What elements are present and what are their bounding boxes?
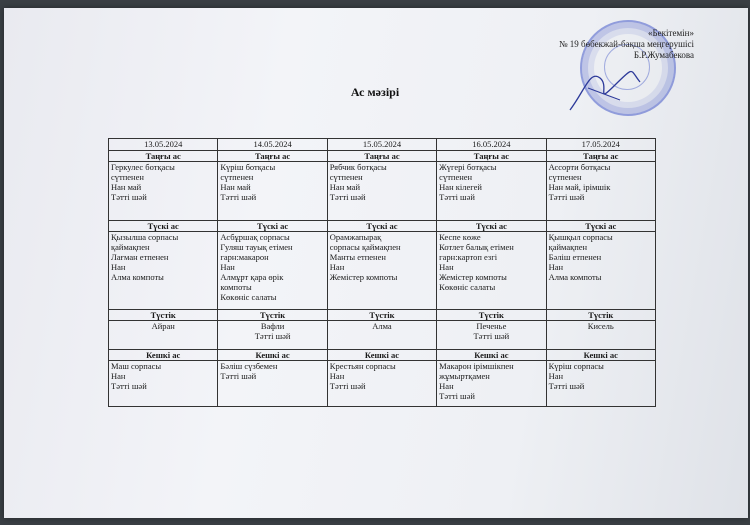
dish-item: Котлет балық етімен <box>439 242 514 252</box>
dish-item: Кеспе көже <box>439 232 481 242</box>
dish-item: Нан май <box>220 182 251 192</box>
dish-item: сүтпенен <box>220 172 254 182</box>
meal-label: Түскі ас <box>327 221 436 232</box>
dish-item: сүтпенен <box>329 172 363 182</box>
dish-item: Нан <box>111 262 126 272</box>
menu-cell <box>546 232 655 310</box>
meal-label: Таңғы ас <box>109 151 218 162</box>
dish-item: Геркулес ботқасы <box>111 162 175 172</box>
approval-heading: «Бекітемін» <box>648 28 694 38</box>
meal-label: Кешкі ас <box>546 350 655 361</box>
menu-cell <box>109 321 218 350</box>
menu-cell <box>218 232 327 310</box>
dish-item: сүтпенен <box>439 172 473 182</box>
menu-cell <box>218 321 327 350</box>
approver-name: Б.Р.Жумабекова <box>633 50 694 60</box>
dish-item: Асбұршақ сорпасы <box>220 232 290 242</box>
dish-item: Тәтті шәй <box>548 381 585 391</box>
meal-dishes-row <box>109 232 656 310</box>
dish-item: Тәтті шәй <box>254 331 291 341</box>
meal-label: Түскі ас <box>109 221 218 232</box>
dish-item: Нан <box>220 262 235 272</box>
meal-label: Түскі ас <box>437 221 546 232</box>
meal-label-row <box>109 350 656 361</box>
dish-item: Нан <box>439 262 454 272</box>
meal-label-row <box>109 151 656 162</box>
meal-label: Түстік <box>327 310 436 321</box>
dish-item: Көкөніс салаты <box>220 292 277 302</box>
dish-item: Вафли <box>260 321 285 331</box>
dish-item: Көкөніс салаты <box>439 282 496 292</box>
menu-cell <box>327 232 436 310</box>
menu-cell <box>218 361 327 407</box>
dish-item: Кисель <box>587 321 614 331</box>
date-header: 13.05.2024 <box>109 139 218 151</box>
dish-item: сорпасы қаймақпен <box>329 242 401 252</box>
dish-item: Күріш ботқасы <box>220 162 276 172</box>
dish-item: Макарон ірімшікпен <box>439 361 514 371</box>
date-header: 14.05.2024 <box>218 139 327 151</box>
dish-item: Нан май <box>111 182 142 192</box>
dish-item: Алма компоты <box>111 272 164 282</box>
dish-item: Тәтті шәй <box>220 192 257 202</box>
menu-body <box>109 151 656 407</box>
meal-label: Түскі ас <box>218 221 327 232</box>
dish-item: Тәтті шәй <box>111 192 147 202</box>
dish-item: Күріш сорпасы <box>548 361 604 371</box>
dish-item: Алма компоты <box>548 272 602 282</box>
dish-item: Тәтті шәй <box>111 381 147 391</box>
menu-cell <box>546 361 655 407</box>
menu-cell <box>327 361 436 407</box>
approver-position: № 19 бөбекжай-бақша меңгерушісі <box>558 39 694 49</box>
meal-dishes-row <box>109 162 656 221</box>
dish-item: Қызылша сорпасы <box>111 232 179 242</box>
dish-item: Нан <box>111 371 126 381</box>
meal-label: Таңғы ас <box>437 151 546 162</box>
menu-cell <box>327 162 436 221</box>
date-header: 16.05.2024 <box>437 139 546 151</box>
dish-item: сүтпенен <box>111 172 144 182</box>
dish-item: Нан <box>548 371 564 381</box>
menu-cell <box>546 321 655 350</box>
meal-label: Кешкі ас <box>218 350 327 361</box>
approval-block <box>559 28 694 61</box>
dish-item: гарн:макарон <box>220 252 269 262</box>
dish-item: Нан май, ірімшік <box>548 182 611 192</box>
meal-label: Кешкі ас <box>327 350 436 361</box>
dish-item: компоты <box>220 282 252 292</box>
dish-item: Тәтті шәй <box>220 371 257 381</box>
meal-label: Түстік <box>546 310 655 321</box>
meal-dishes-row <box>109 361 656 407</box>
dish-item: Печенье <box>476 321 507 331</box>
dish-item: гарн:картоп езгі <box>439 252 498 262</box>
menu-cell <box>109 162 218 221</box>
dish-item: Жүгері ботқасы <box>439 162 497 172</box>
meal-label-row <box>109 310 656 321</box>
dish-item: Қышқыл сорпасы <box>548 232 613 242</box>
meal-label: Таңғы ас <box>218 151 327 162</box>
dish-item: Лағман етпенен <box>111 252 169 262</box>
dish-item: Тәтті шәй <box>548 192 585 202</box>
dish-item: Орамжапырақ <box>329 232 382 242</box>
dish-item: Алма <box>372 321 392 331</box>
menu-cell <box>437 162 546 221</box>
dish-item: Тәтті шәй <box>329 192 366 202</box>
dish-item: Тәтті шәй <box>439 391 475 401</box>
dish-item: Нан <box>329 262 345 272</box>
meal-label: Таңғы ас <box>327 151 436 162</box>
meal-label-row <box>109 221 656 232</box>
dish-item: Нан <box>329 371 345 381</box>
dish-item: Ассорти ботқасы <box>548 162 611 172</box>
meal-label: Түстік <box>437 310 546 321</box>
menu-table <box>108 138 656 407</box>
dish-item: Тәтті шәй <box>329 381 366 391</box>
menu-cell <box>437 321 546 350</box>
dish-item: Нан <box>548 262 564 272</box>
dish-item: Манты етпенен <box>329 252 386 262</box>
dish-item: Рябчик ботқасы <box>329 162 387 172</box>
date-header: 17.05.2024 <box>546 139 655 151</box>
dish-item: қаймақпен <box>548 242 588 252</box>
dish-item: Нан <box>439 381 454 391</box>
menu-cell <box>109 361 218 407</box>
dish-item: Гуляш тауық етімен <box>220 242 293 252</box>
meal-label: Түстік <box>109 310 218 321</box>
dish-item: Жемістер компоты <box>439 272 507 282</box>
dish-item: Бәліш сүзбемен <box>220 361 278 371</box>
dish-item: Тәтті шәй <box>473 331 510 341</box>
meal-label: Түскі ас <box>546 221 655 232</box>
menu-cell <box>437 232 546 310</box>
dish-item: Алмұрт қара өрік <box>220 272 284 282</box>
dish-item: Тәтті шәй <box>439 192 475 202</box>
menu-cell <box>437 361 546 407</box>
dish-item: Айран <box>151 321 175 331</box>
dish-item: сүтпенен <box>548 172 582 182</box>
dish-item: Нан кілегей <box>439 182 482 192</box>
dish-item: жұмыртқамен <box>439 371 490 381</box>
dish-item: Бәліш етпенен <box>548 252 602 262</box>
menu-cell <box>327 321 436 350</box>
date-header-row <box>109 139 656 151</box>
meal-dishes-row <box>109 321 656 350</box>
dish-item: қаймақпен <box>111 242 150 252</box>
menu-cell <box>109 232 218 310</box>
meal-label: Кешкі ас <box>109 350 218 361</box>
dish-item: Нан май <box>329 182 361 192</box>
date-header: 15.05.2024 <box>327 139 436 151</box>
dish-item: Жемістер компоты <box>329 272 398 282</box>
meal-label: Түстік <box>218 310 327 321</box>
page-title: Ас мәзірі <box>350 85 400 99</box>
menu-cell <box>218 162 327 221</box>
meal-label: Кешкі ас <box>437 350 546 361</box>
meal-label: Таңғы ас <box>546 151 655 162</box>
dish-item: Маш сорпасы <box>111 361 162 371</box>
dish-item: Крестьян сорпасы <box>329 361 396 371</box>
menu-cell <box>546 162 655 221</box>
